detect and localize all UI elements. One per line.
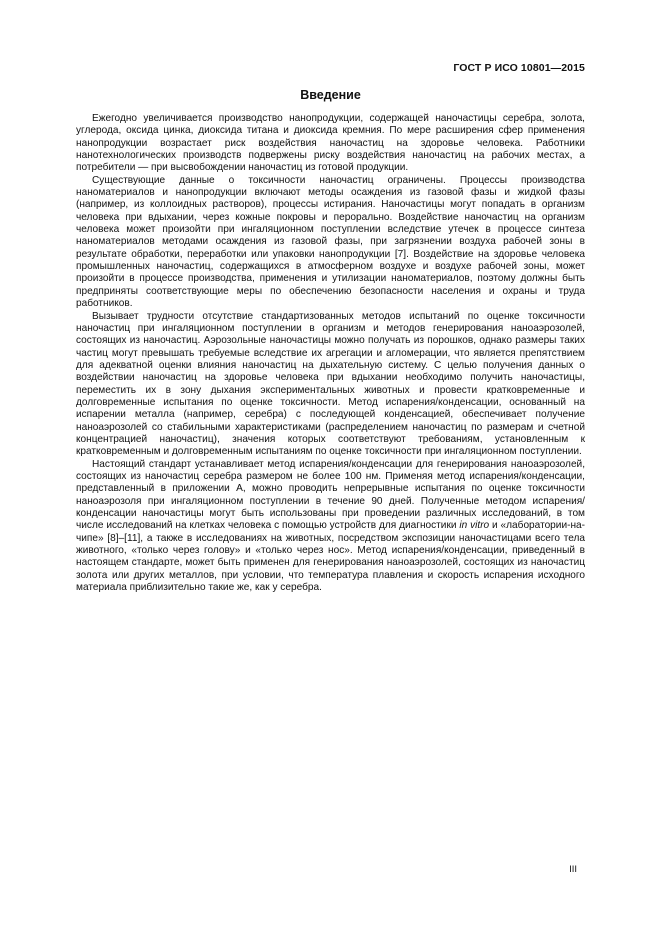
paragraph-2: Существующие данные о токсичности наночастиц ограничены. Процессы производства наноматериалов и нанопродукции включают методы осаждения из газовой фазы и жидкой фазы (например, из коллоидных растворов), процессы истирания. Наночастицы могут попадать в организм человека при вдыхании, через кожные покровы и перорально. Воздействие наночастиц на организм человека может произойти при ингаляционном поступлении вследствие утечек в процессе синтеза наноматериалов методами осаждения из газовой фазы, при загрязнении воздуха рабочей зоны в результате обработки, переработки или упаковки нанопродукции [7]. Воздействие на здоровье человека промышленных наночастиц, содержащихся в атмосферном воздухе и воздухе рабочей зоны, может произойти в процессе производства, применения и утилизации наноматериалов, поэтому должны быть предприняты соответствующие меры по обеспечению безопасности населения и охраны и труда работников. [76,174,585,310]
paragraph-4 [76,459,585,595]
document-code: ГОСТ Р ИСО 10801—2015 [453,62,585,74]
body-text [76,113,585,594]
page-number: III [569,864,577,875]
paragraph-4-part-1: Настоящий стандарт устанавливает метод испарения/конденсации для генерирования наноаэрозолей, состоящих из наночастиц серебра размером не более 100 нм. Применяя метод испарения/конденсации, представленный в приложении А, можно проводить непрерывные испытания по оценке токсичности наноаэрозоля при ингаляционном поступлении в течение 90 дней. Полученные методом испарения/конденсации наночастицы могут быть использованы при проведении различных исследований, в том числе исследований на клетках человека с помощью устройств для диагностики [76,458,585,532]
paragraph-1: Ежегодно увеличивается производство нанопродукции, содержащей наночастицы серебра, золота, углерода, оксида цинка, диоксида титана и диоксида кремния. По мере расширения сфер применения нанопродукции возрастает риск воздействия наночастиц на здоровье человека. Работники нанотехнологических производств подвержены риску воздействия наночастиц на рабочих местах, а потребители — при высвобождении наночастиц из готовой продукции. [76,113,585,174]
paragraph-4-italic: in vitro [459,520,490,532]
section-title: Введение [300,88,361,102]
paragraph-3: Вызывает трудности отсутствие стандартизованных методов испытаний по оценке токсичности наночастиц при ингаляционном поступлении в организм и методов генерирования наноаэрозолей, состоящих из наночастиц. Аэрозольные наночастицы можно получать из порошков, однако размеры таких частиц могут превышать требуемые вследствие их агрегации и агломерации, что является препятствием для адекватной оценки влияния наночастиц на дыхательную систему. С целью получения данных о воздействии наночастиц на здоровье человека при вдыхании необходимо получить наночастицы, переместить их в зону дыхания экспериментальных животных и провести кратковременные и долговременные испытания по оценке токсичности. Метод испарения/конденсации, основанный на испарении металла (например, серебра) с последующей конденсацией, обеспечивает получение наноаэрозолей со стабильными характеристиками (распределением наночастиц по размерам и счетной концентрацией наночастиц), значения которых соответствуют требованиям, установленным к кратковременным и долговременным испытаниям по оценке токсичности при ингаляционном поступлении. [76,310,585,458]
paragraph-4-part-2: и «лаборатории-на-чипе» [8]–[11], а также в исследованиях на животных, посредством экспозиции наночастицами всего тела животного, «только через голову» и «только через нос». Метод испарения/конденсации, приведенный в настоящем стандарте, может быть применен для генерирования наноаэрозолей, состоящих из наночастиц золота или других металлов, при условии, что температура плавления и скорость испарения исходного материала приблизительно такие же, как у серебра. [76,520,585,594]
